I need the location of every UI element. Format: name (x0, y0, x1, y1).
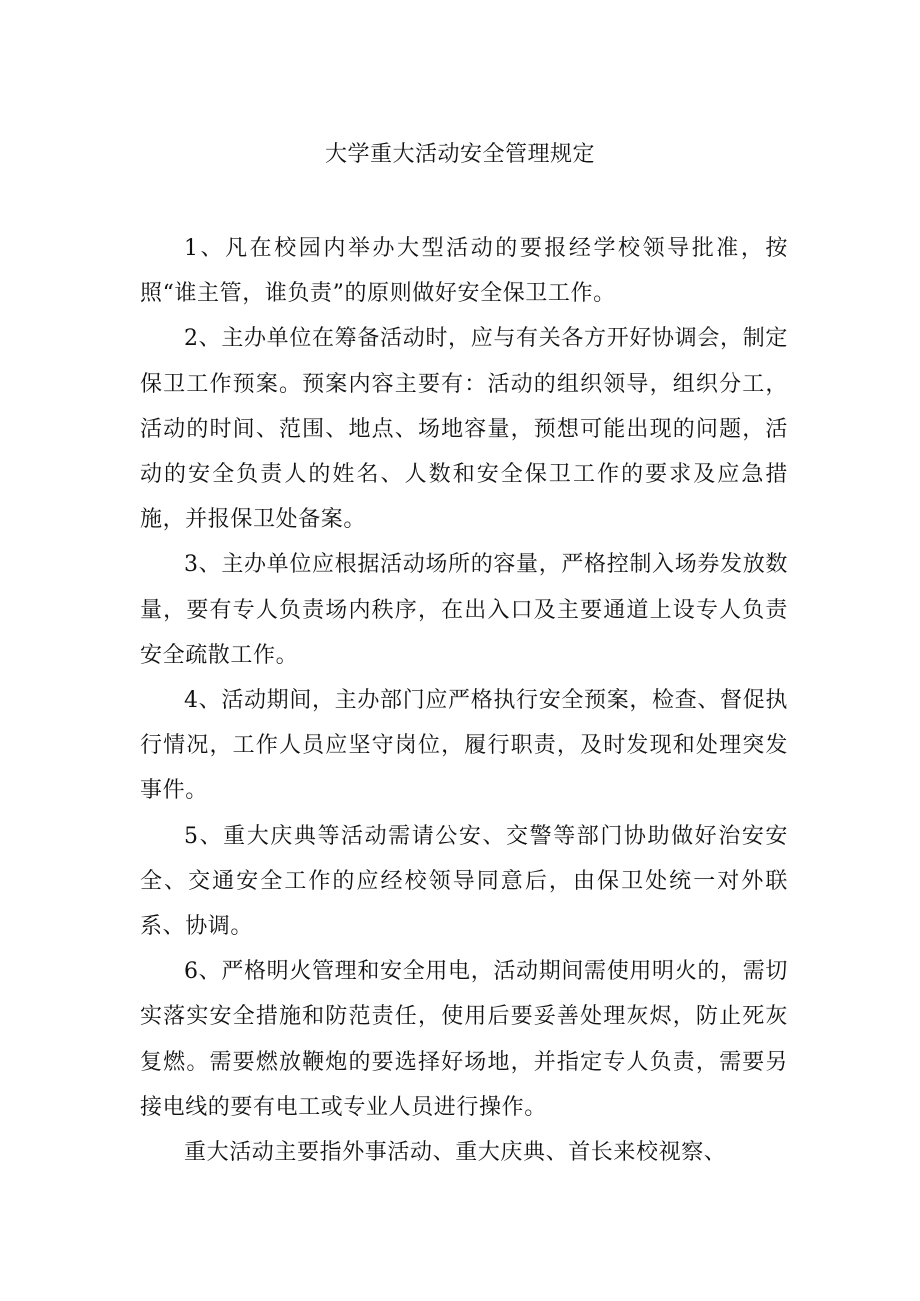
paragraph-3: 3、主办单位应根据活动场所的容量，严格控制入场券发放数量，要有专人负责场内秩序，在出入口及主要通道上设专人负责安全疏散工作。 (140, 552, 788, 668)
paragraph-4: 4、活动期间，主办部门应严格执行安全预案，检查、督促执行情况，工作人员应坚守岗位，履行职责，及时发现和处理突发事件。 (140, 688, 788, 804)
paragraph-6: 6、严格明火管理和安全用电，活动期间需使用明火的，需切实落实安全措施和防范责任，使用后要妥善处理灰烬，防止死灰复燃。需要燃放鞭炮的要选择好场地，并指定专人负责，需要另接电线的要有电工或专业人员进行操作。 (140, 959, 788, 1120)
paragraph-2: 2、主办单位在筹备活动时，应与有关各方开好协调会，制定保卫工作预案。预案内容主要有：活动的组织领导，组织分工，活动的时间、范围、地点、场地容量，预想可能出现的问题，活动的安全负责人的姓名、人数和安全保卫工作的要求及应急措施，并报保卫处备案。 (140, 326, 788, 533)
paragraph-5: 5、重大庆典等活动需请公安、交警等部门协助做好治安安全、交通安全工作的应经校领导同意后，由保卫处统一对外联系、协调。 (140, 823, 788, 940)
paragraph-7: 重大活动主要指外事活动、重大庆典、首长来校视察、 (184, 1140, 727, 1166)
paragraph-1: 1、凡在校园内举办大型活动的要报经学校领导批准，按照“谁主管，谁负责”的原则做好安全保卫工作。 (140, 236, 788, 307)
document-title: 大学重大活动安全管理规定 (324, 142, 595, 167)
document-body (140, 226, 788, 1175)
